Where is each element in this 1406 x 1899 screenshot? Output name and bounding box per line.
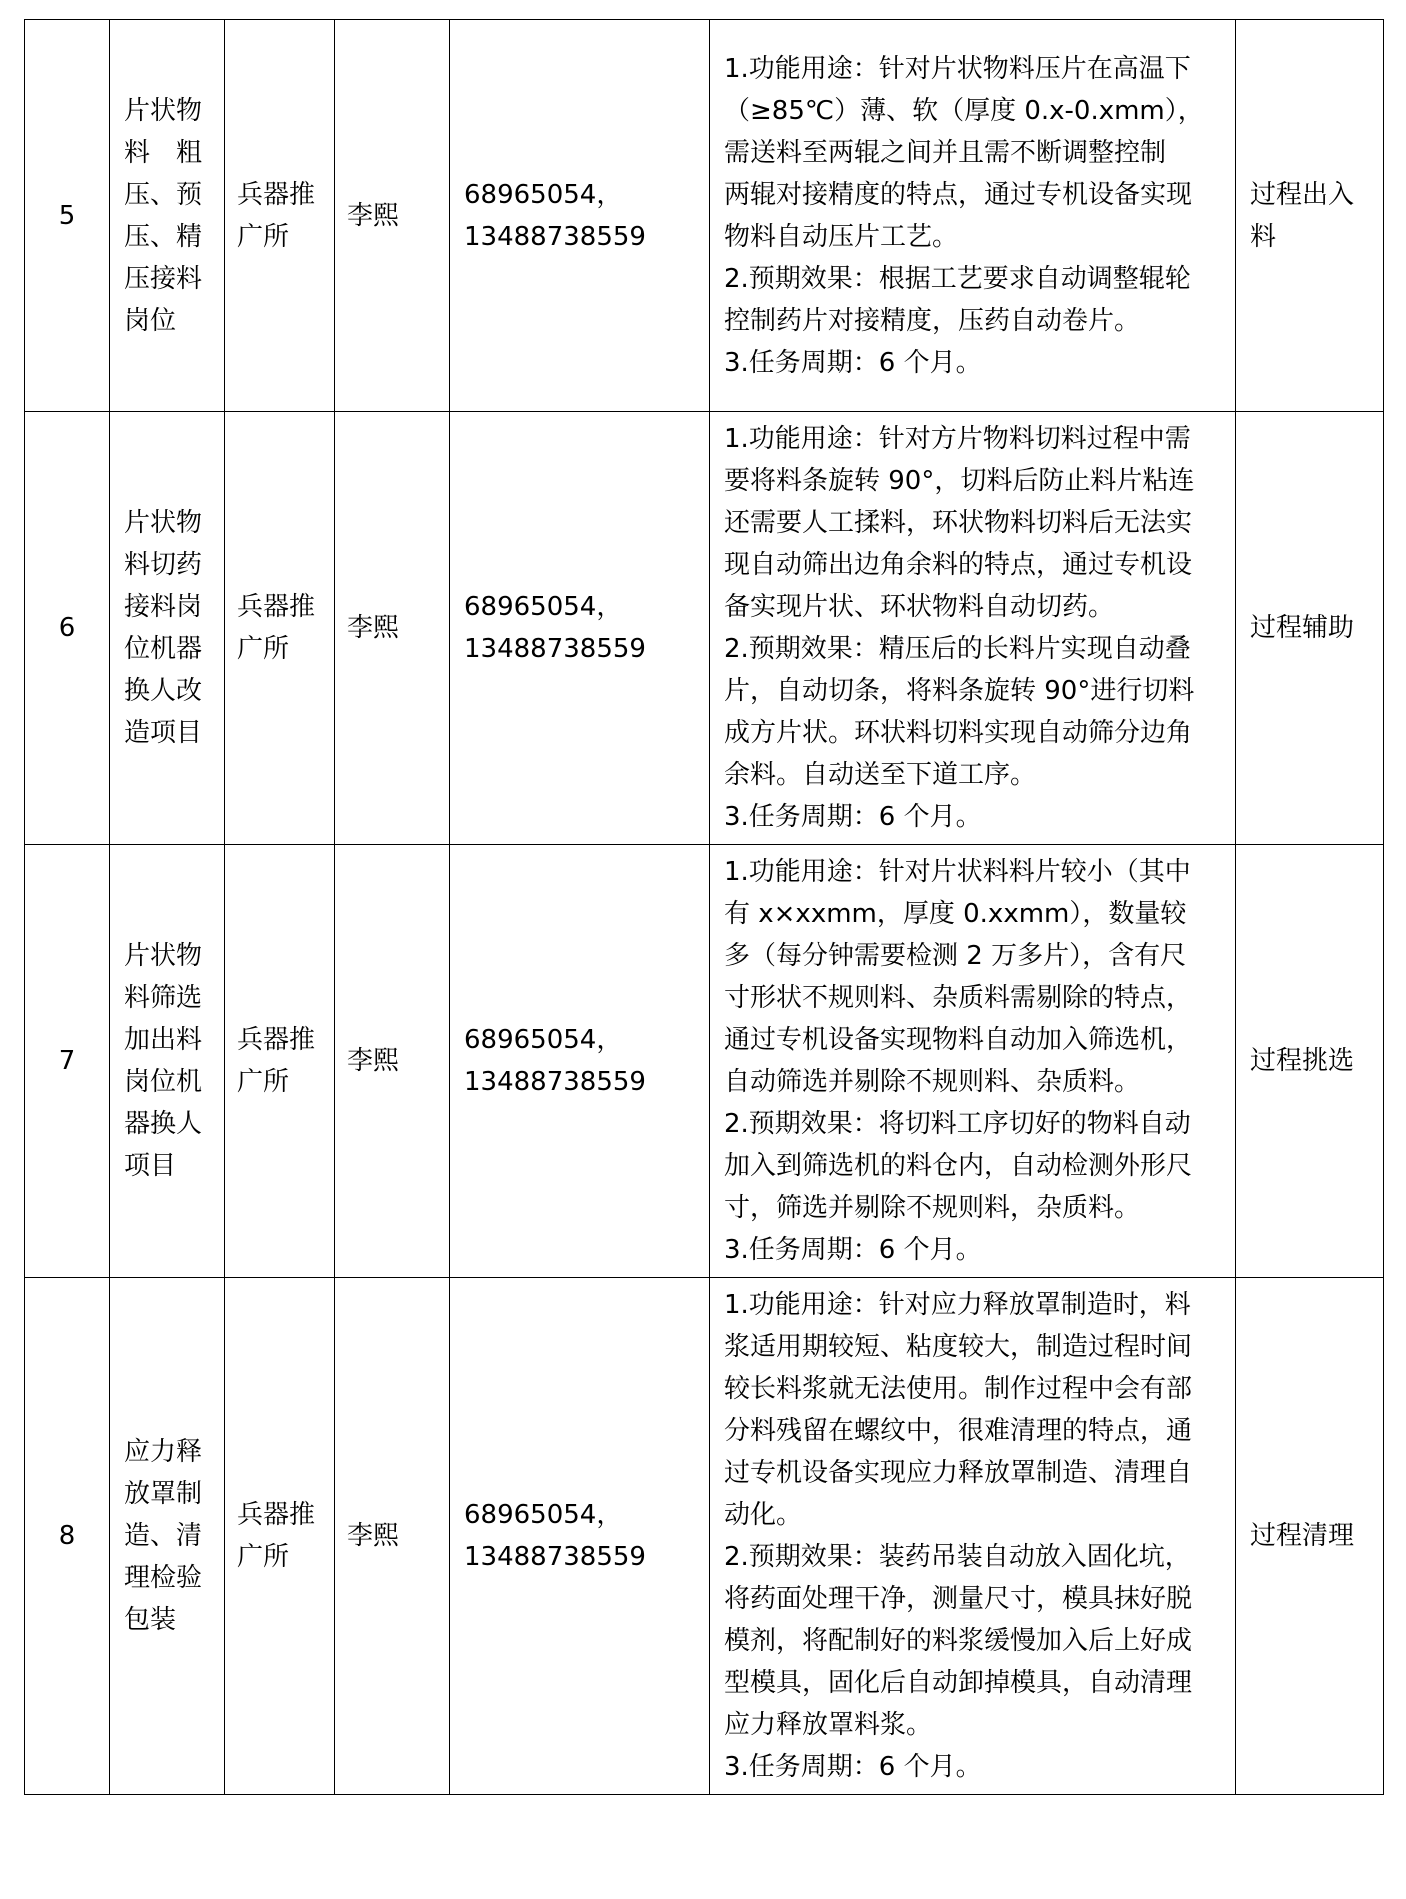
description-line: 有 x×xxmm，厚度 0.xxmm），数量较 [724,899,1187,929]
row-number: 7 [25,845,110,1278]
project-name-line: 片状物 [124,941,203,971]
project-name [110,845,225,1278]
description-line: 控制药片对接精度，压药自动卷片。 [724,305,1141,336]
description-line: 1.功能用途：针对方片物料切料过程中需 [724,424,1191,454]
description-line: 成方片状。环状料切料实现自动筛分边角 [724,718,1193,748]
row-number: 6 [25,412,110,845]
description-line: 分料残留在螺纹中，很难清理的特点，通 [724,1416,1193,1446]
contact-cell: 李熙 [335,20,450,412]
description-line: 寸，筛选并剔除不规则料，杂质料。 [724,1193,1141,1223]
description-cell [710,845,1236,1278]
phone-line: 68965054， [464,592,623,622]
unit-cell: 兵器推广所 [225,845,335,1278]
category-cell: 过程清理 [1236,1278,1384,1795]
project-name-line: 包装 [124,1605,177,1635]
description-line: 2.预期效果：精压后的长料片实现自动叠 [724,634,1191,664]
description-line: 要将料条旋转 90°，切料后防止料片粘连 [724,466,1195,496]
description-line: 将药面处理干净，测量尺寸，模具抹好脱 [724,1584,1193,1614]
project-table-body [25,20,1384,1795]
description-line: 多（每分钟需要检测 2 万多片），含有尺 [724,941,1187,971]
description-line: 3.任务周期：6 个月。 [724,347,982,378]
description-line: 模剂，将配制好的料浆缓慢加入后上好成 [724,1626,1193,1656]
description-line: 自动筛选并剔除不规则料、杂质料。 [724,1067,1141,1097]
project-name-line: 料切药 [124,550,203,580]
contact-cell: 李熙 [335,412,450,845]
description-line: 动化。 [724,1500,803,1530]
project-name-line: 岗位机 [124,1067,203,1097]
phone-line: 13488738559 [464,1067,646,1097]
project-name-line: 岗位 [124,305,177,336]
description-cell [710,1278,1236,1795]
description-line: 现自动筛出边角余料的特点，通过专机设 [724,550,1193,580]
description-line: 2.预期效果：将切料工序切好的物料自动 [724,1109,1191,1139]
description-line: 通过专机设备实现物料自动加入筛选机， [724,1025,1193,1055]
unit-cell: 兵器推广所 [225,412,335,845]
description-line: 较长料浆就无法使用。制作过程中会有部 [724,1374,1193,1404]
project-name [110,20,225,412]
phone-line: 13488738559 [464,221,646,252]
unit-cell: 兵器推广所 [225,20,335,412]
description-line: 1.功能用途：针对应力释放罩制造时，料 [724,1290,1191,1320]
description-cell [710,412,1236,845]
phone-cell [450,845,710,1278]
description-line: 片，自动切条，将料条旋转 90°进行切料 [724,676,1195,706]
description-line: 余料。自动送至下道工序。 [724,760,1037,790]
project-name-line: 压、预 [124,179,203,210]
description-line: 寸形状不规则料、杂质料需剔除的特点， [724,983,1193,1013]
description-line: 物料自动压片工艺。 [724,221,959,252]
project-table [24,19,1384,1795]
phone-line: 13488738559 [464,1542,646,1572]
row-number: 5 [25,20,110,412]
phone-line: 68965054， [464,1500,623,1530]
description-line: 过专机设备实现应力释放罩制造、清理自 [724,1458,1193,1488]
phone-line: 68965054， [464,1025,623,1055]
project-name-line: 器换人 [124,1109,203,1139]
description-line: 两辊对接精度的特点，通过专机设备实现 [724,179,1193,210]
description-cell [710,20,1236,412]
description-line: （≥85℃）薄、软（厚度 0.x-0.xmm）， [724,95,1204,126]
table-row [25,1278,1384,1795]
row-number: 8 [25,1278,110,1795]
project-name-line: 应力释 [124,1437,203,1467]
project-name [110,1278,225,1795]
project-name-line: 换人改 [124,676,203,706]
phone-line: 13488738559 [464,634,646,664]
category-cell: 过程出入料 [1236,20,1384,412]
description-line: 3.任务周期：6 个月。 [724,1752,982,1782]
description-line: 还需要人工揉料，环状物料切料后无法实 [724,508,1193,538]
contact-cell: 李熙 [335,1278,450,1795]
category-cell: 过程挑选 [1236,845,1384,1278]
table-row [25,20,1384,412]
project-name-line: 造项目 [124,718,203,748]
project-name [110,412,225,845]
description-line: 2.预期效果：根据工艺要求自动调整辊轮 [724,263,1191,294]
phone-line: 68965054， [464,179,623,210]
project-name-line: 片状物 [124,508,203,538]
unit-cell: 兵器推广所 [225,1278,335,1795]
project-name-line: 造、清 [124,1521,203,1551]
table-row [25,845,1384,1278]
description-line: 2.预期效果：装药吊装自动放入固化坑， [724,1542,1191,1572]
project-name-line: 位机器 [124,634,203,664]
phone-cell [450,412,710,845]
project-name-line: 项目 [124,1151,177,1181]
project-name-line: 理检验 [124,1563,203,1593]
phone-cell [450,1278,710,1795]
description-line: 3.任务周期：6 个月。 [724,802,982,832]
project-name-line: 料 粗 [124,137,203,168]
description-line: 1.功能用途：针对片状料料片较小（其中 [724,857,1191,887]
project-name-line: 压接料 [124,263,203,294]
description-line: 型模具，固化后自动卸掉模具，自动清理 [724,1668,1193,1698]
project-name-line: 片状物 [124,95,203,126]
project-name-line: 放罩制 [124,1479,203,1509]
description-line: 加入到筛选机的料仓内，自动检测外形尺 [724,1151,1193,1181]
table-row [25,412,1384,845]
project-name-line: 压、精 [124,221,203,252]
project-name-line: 接料岗 [124,592,203,622]
description-line: 需送料至两辊之间并且需不断调整控制 [724,137,1167,168]
category-cell: 过程辅助 [1236,412,1384,845]
description-line: 3.任务周期：6 个月。 [724,1235,982,1265]
phone-cell [450,20,710,412]
description-line: 备实现片状、环状物料自动切药。 [724,592,1115,622]
contact-cell: 李熙 [335,845,450,1278]
project-name-line: 加出料 [124,1025,203,1055]
description-line: 应力释放罩料浆。 [724,1710,933,1740]
description-line: 浆适用期较短、粘度较大，制造过程时间 [724,1332,1193,1362]
description-line: 1.功能用途：针对片状物料压片在高温下 [724,53,1191,84]
project-name-line: 料筛选 [124,983,203,1013]
